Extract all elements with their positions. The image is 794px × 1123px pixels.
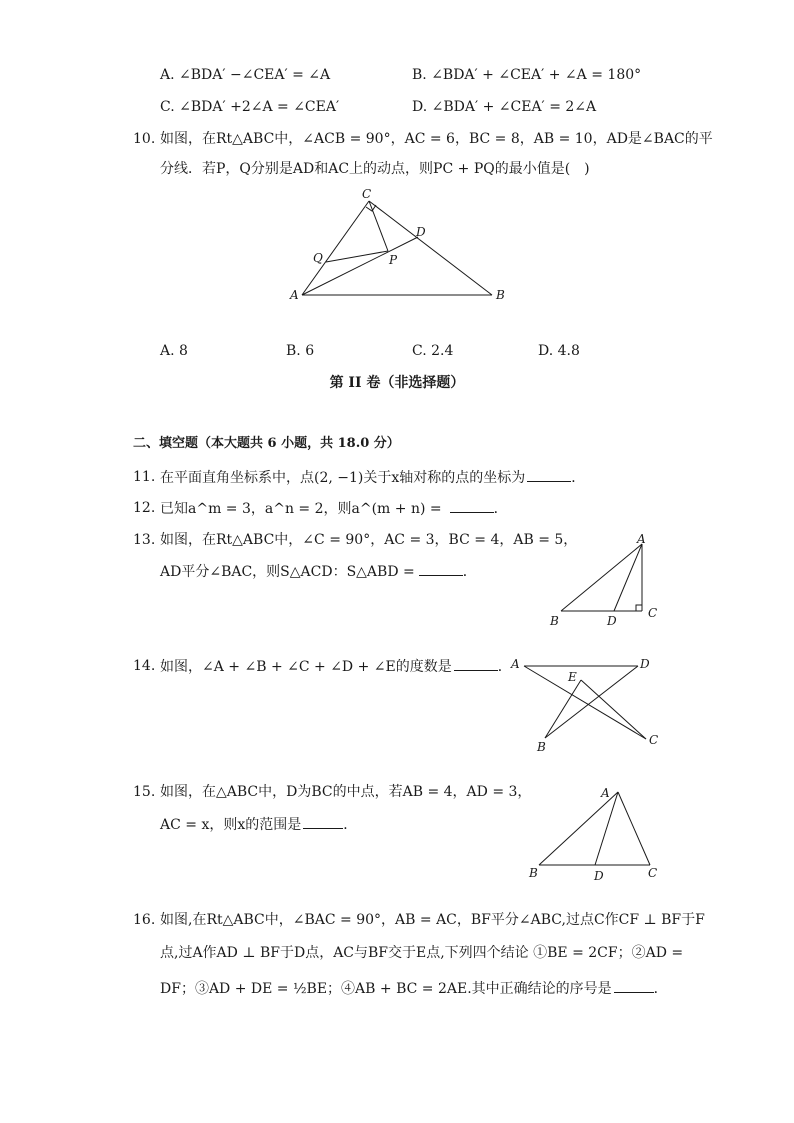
q12-question: 已知a^m = 3，a^n = 2，则a^(m + n) = [160,501,442,517]
q10-option-c: C. 2.4 [412,343,454,359]
q11-number: 11. [133,469,156,485]
q15-question: AC = x，则x的范围是 [160,817,302,833]
q10-label-q: Q [313,251,323,265]
q13-label-b: B [550,614,559,628]
q16-end: ． [653,981,668,997]
q13-question: AD平分∠BAC，则S△ACD：S△ABD = [160,564,415,580]
q10-label-b: B [496,288,505,302]
q14-label-e: E [568,670,577,684]
q16-text-line2: 点,过A作AD ⊥ BF于D点，AC与BF交于E点,下列四个结论 ①BE = 2CF；②AD = [160,945,684,961]
q9-option-a: A. ∠BDA′ −∠CEA′ = ∠A [160,67,331,83]
q13-number: 13. [133,532,156,548]
q14-question: 如图，∠A + ∠B + ∠C + ∠D + ∠E的度数是 [160,659,452,675]
section2-title: 二、填空题（本大题共 6 小题，共 18.0 分） [133,436,400,451]
q16-text-line1: 如图,在Rt△ABC中，∠BAC = 90°，AB = AC，BF平分∠ABC,过点C作CF ⊥ BF于F [160,912,705,928]
q13-label-c: C [648,606,658,620]
q12-end: ． [493,501,508,517]
q15-text-line1: 如图，在△ABC中，D为BC的中点，若AB = 4，AD = 3， [160,784,532,800]
q14-label-c: C [649,733,659,747]
q14-label-b: B [537,740,546,754]
q10-text-line2: 分线．若P，Q分别是AD和AC上的动点，则PC + PQ的最小值是( ) [160,161,590,177]
q12-number: 12. [133,500,156,516]
q15-segment-ac [618,792,650,865]
q10-number: 10. [133,131,156,147]
q10-label-d: D [416,225,426,239]
q14-label-a: A [511,657,520,671]
q13-end: ． [462,564,477,580]
q13-label-d: D [607,614,617,628]
q10-option-a: A. 8 [160,343,188,359]
q15-label-a: A [601,786,610,800]
q9-option-c: C. ∠BDA′ +2∠A = ∠CEA′ [160,99,340,115]
q15-end: ． [343,817,358,833]
q10-label-p: P [389,253,398,267]
q15-number: 15. [133,784,156,800]
q9-option-b: B. ∠BDA′ + ∠CEA′ + ∠A = 180° [412,67,642,83]
q13-label-a: A [637,532,646,546]
q14-number: 14. [133,658,156,674]
q10-label-a: A [290,288,299,302]
q10-label-c: C [362,187,372,201]
q10-text-line1: 如图，在Rt△ABC中，∠ACB = 90°，AC = 6，BC = 8，AB = 10，AD是∠BAC的平 [160,131,713,147]
q10-option-d: D. 4.8 [538,343,580,359]
q15-label-c: C [648,866,658,880]
q16-text-line3 [160,978,668,999]
q11-question: 在平面直角坐标系中，点(2, −1)关于x轴对称的点的坐标为 [160,470,526,486]
q14-end: ． [497,659,512,675]
q9-option-d: D. ∠BDA′ + ∠CEA′ = 2∠A [412,99,597,115]
q16-question: DF；③AD + DE = ½BE；④AB + BC = 2AE.其中正确结论的序号是 [160,981,612,997]
q10-option-b: B. 6 [286,343,315,359]
q13-text-line1: 如图，在Rt△ABC中，∠C = 90°，AC = 3，BC = 4，AB = 5， [160,532,578,548]
q11-end: ． [571,470,586,486]
q16-number: 16. [133,912,156,928]
q15-label-b: B [529,866,538,880]
part2-title: 第 II 卷（非选择题） [329,375,465,391]
q15-label-d: D [594,869,604,883]
q16-answer-blank[interactable] [614,978,654,993]
q14-label-d: D [640,657,650,671]
